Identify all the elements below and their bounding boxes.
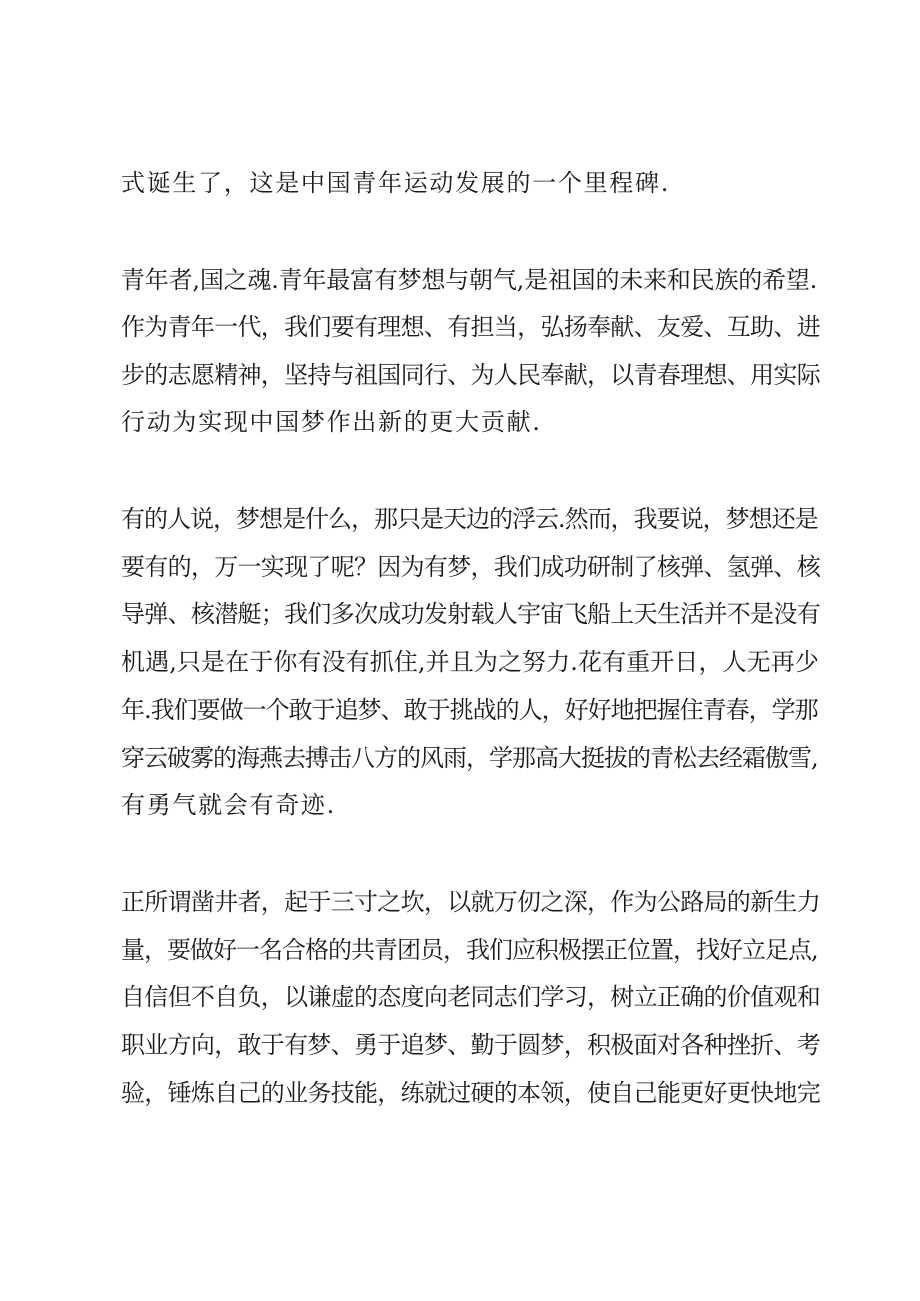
- paragraph-4-line-2: 量，要做好一名合格的共青团员，我们应积极摆正位置，找好立足点,: [121, 936, 818, 964]
- paragraph-3-line-7: 有勇气就会有奇迹.: [121, 791, 336, 819]
- paragraph-4-line-4: 职业方向，敢于有梦、勇于追梦、勤于圆梦，积极面对各种挫折、考: [121, 1031, 820, 1059]
- paragraph-4-line-3: 自信但不自负，以谦虚的态度向老同志们学习，树立正确的价值观和: [121, 983, 820, 1011]
- paragraph-1-line-1: 式诞生了，这是中国青年运动发展的一个里程碑.: [121, 169, 671, 197]
- paragraph-4-line-5: 验，锤炼自己的业务技能，练就过硬的本领，使自己能更好更快地完: [121, 1079, 820, 1107]
- paragraph-3-line-4: 机遇,只是在于你有没有抓住,并且为之努力.花有重开日，人无再少: [121, 648, 819, 676]
- paragraph-2-line-3: 步的志愿精神，坚持与祖国同行、为人民奉献，以青春理想、用实际: [121, 361, 820, 389]
- paragraph-2-line-2: 作为青年一代，我们要有理想、有担当，弘扬奉献、友爱、互助、进: [121, 313, 820, 341]
- paragraph-2-line-4: 行动为实现中国梦作出新的更大贡献.: [121, 408, 542, 436]
- paragraph-3-line-3: 导弹、核潜艇；我们多次成功发射载人宇宙飞船上天生活并不是没有: [121, 600, 820, 628]
- paragraph-3-line-5: 年.我们要做一个敢于追梦、敢于挑战的人，好好地把握住青春，学那: [121, 696, 818, 724]
- paragraph-3-line-1: 有的人说，梦想是什么，那只是天边的浮云.然而，我要说，梦想还是: [121, 505, 818, 533]
- paragraph-3-line-6: 穿云破雾的海燕去搏击八方的风雨，学那高大挺拔的青松去经霜傲雪,: [121, 744, 818, 772]
- paragraph-3-line-2: 要有的，万一实现了呢？因为有梦，我们成功研制了核弹、氢弹、核: [121, 553, 820, 581]
- paragraph-2-line-1: 青年者,国之魂.青年最富有梦想与朝气,是祖国的未来和民族的希望.: [121, 266, 818, 294]
- paragraph-4-line-1: 正所谓凿井者，起于三寸之坎，以就万仞之深，作为公路局的新生力: [121, 888, 820, 916]
